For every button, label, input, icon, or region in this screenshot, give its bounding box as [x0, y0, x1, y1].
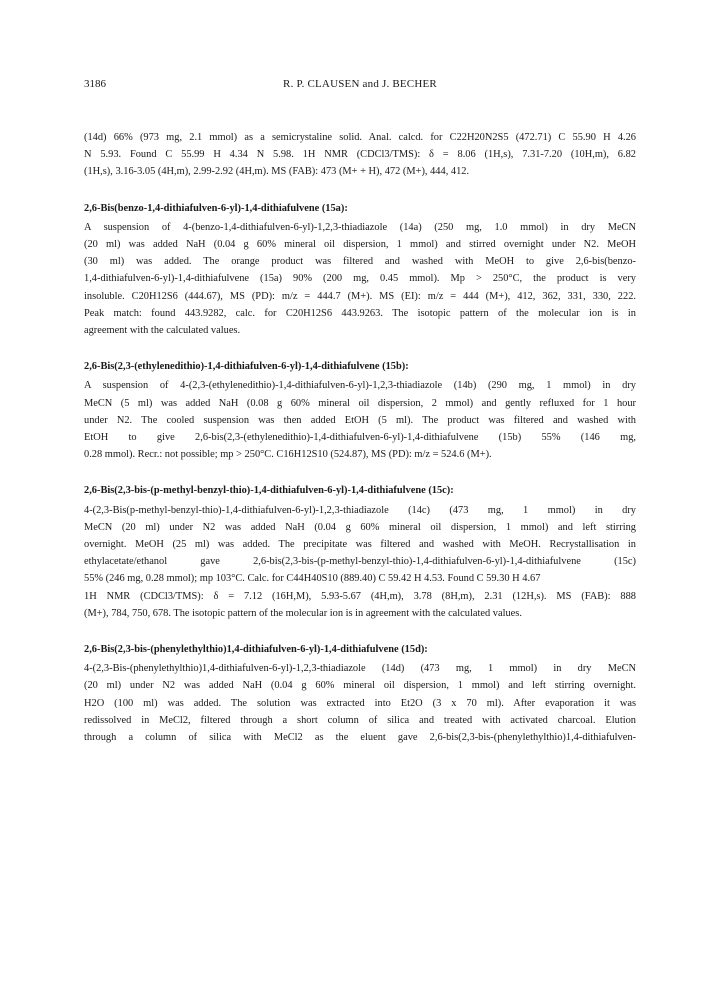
- text-line: 4-(2,3-Bis-(phenylethylthio)1,4-dithiafulven-6-yl)-1,2,3-thiadiazole (14d) (473 mg, 1 mmol) in dry MeCN: [84, 663, 636, 675]
- section-title: 2,6-Bis(2,3-bis-(phenylethylthio)1,4-dithiafulven-6-yl)-1,4-dithiafulvene (15d):: [84, 644, 428, 656]
- text-line: 1,4-dithiafulven-6-yl)-1,4-dithiafulvene (15a) 90% (200 mg, 0.45 mmol). Mp > 250°C, the product is very: [84, 273, 636, 285]
- text-line: agreement with the calculated values.: [84, 325, 241, 337]
- intro-paragraph: [84, 129, 636, 181]
- text-line: 0.28 mmol). Recr.: not possible; mp > 250°C. C16H12S10 (524.87), MS (PD): m/z = 524.6 (M+).: [84, 449, 492, 461]
- text-line: (20 ml) was added NaH (0.04 g 60% mineral oil dispersion, 1 mmol) and stirred overnight under N2. MeOH: [84, 239, 636, 251]
- text-line: (M+), 784, 750, 678. The isotopic pattern of the molecular ion is in agreement with the calculated values.: [84, 607, 522, 619]
- text-line: under N2. The cooled suspension was then added EtOH (5 ml). The product was filtered and washed with: [84, 414, 636, 426]
- text-line: A suspension of 4-(2,3-(ethylenedithio)-1,4-dithiafulven-6-yl)-1,2,3-thiadiazole (14b) (290 mg, 1 mmol) in dry: [84, 380, 636, 392]
- text-line: (30 ml) was added. The orange product was filtered and washed with MeOH to give 2,6-bis(benzo-: [84, 256, 636, 268]
- text-line: ethylacetate/ethanol gave 2,6-bis(2,3-bis-(p-methyl-benzyl-thio)-1,4-dithiafulven-6-yl)-1,4-dithiafulvene (15c): [84, 556, 636, 568]
- page-number: 3186: [84, 78, 106, 90]
- section-15d: [84, 641, 636, 746]
- text-line: 1H NMR (CDCl3/TMS): δ = 7.12 (16H,M), 5.93-5.67 (4H,m), 3.78 (8H,m), 2.31 (12H,s). MS (FAB): 888: [84, 590, 636, 602]
- text-line: 4-(2,3-Bis(p-methyl-benzyl-thio)-1,4-dithiafulven-6-yl)-1,2,3-thiadiazole (14c) (473 mg, 1 mmol) in dry: [84, 504, 636, 516]
- section-15a: [84, 200, 636, 340]
- text-line: through a column of silica with MeCl2 as the eluent gave 2,6-bis(2,3-bis-(phenylethylthio)1,4-dithiafulven-: [84, 732, 636, 744]
- section-title: 2,6-Bis(benzo-1,4-dithiafulven-6-yl)-1,4-dithiafulvene (15a):: [84, 202, 348, 214]
- text-line: Peak match: found 443.9282, calc. for C20H12S6 443.9263. The isotopic pattern of the molecular ion is in: [84, 307, 636, 319]
- text-line: redissolved in MeCl2, filtered through a short column of silica and treated with activated charcoal. Elution: [84, 714, 636, 726]
- text-line: A suspension of 4-(benzo-1,4-dithiafulven-6-yl)-1,2,3-thiadiazole (14a) (250 mg, 1.0 mmol) in dry MeCN: [84, 221, 636, 233]
- text-line: MeCN (20 ml) under N2 was added NaH (0.04 g 60% mineral oil dispersion, 1 mmol) and left stirring: [84, 521, 636, 533]
- running-head: [84, 78, 636, 94]
- text-line: (14d) 66% (973 mg, 2.1 mmol) as a semicrystaline solid. Anal. calcd. for C22H20N2S5 (472.71) C 55.90 H 4.26: [84, 132, 636, 143]
- text-line: overnight. MeOH (25 ml) was added. The precipitate was filtered and washed with MeOH. Recrystallisation in: [84, 539, 636, 551]
- text-line: (1H,s), 3.16-3.05 (4H,m), 2.99-2.92 (4H,m). MS (FAB): 473 (M+ + H), 472 (M+), 444, 412.: [84, 166, 470, 178]
- text-line: (20 ml) under N2 was added NaH (0.04 g 60% mineral oil dispersion, 1 mmol) and left stirring overnight.: [84, 680, 636, 692]
- text-line: insoluble. C20H12S6 (444.67), MS (PD): m/z = 444.7 (M+). MS (EI): m/z = 444 (M+), 412, 362, 331, 330, 222.: [84, 290, 636, 302]
- section-15b: [84, 358, 636, 463]
- text-line: MeCN (5 ml) was added NaH (0.08 g 60% mineral oil dispersion, 2 mmol) and gently refluxed for 1 hour: [84, 397, 636, 409]
- article-body: [84, 129, 636, 746]
- text-line: N 5.93. Found C 55.99 H 4.34 N 5.98. 1H NMR (CDCl3/TMS): δ = 8.06 (1H,s), 7.31-7.20 (10H,m), 6.82: [84, 149, 636, 161]
- section-title: 2,6-Bis(2,3-bis-(p-methyl-benzyl-thio)-1,4-dithiafulven-6-yl)-1,4-dithiafulvene (15c):: [84, 485, 454, 497]
- running-head-authors: R. P. CLAUSEN and J. BECHER: [283, 78, 437, 90]
- section-title: 2,6-Bis(2,3-(ethylenedithio)-1,4-dithiafulven-6-yl)-1,4-dithiafulvene (15b):: [84, 361, 409, 373]
- section-15c: [84, 482, 636, 622]
- text-line: EtOH to give 2,6-bis(2,3-(ethylenedithio)-1,4-dithiafulven-6-yl)-1,4-dithiafulvene (15b) 55% (146 mg,: [84, 432, 636, 444]
- text-line: 55% (246 mg, 0.28 mmol); mp 103°C. Calc. for C44H40S10 (889.40) C 59.42 H 4.53. Found C 59.30 H 4.67: [84, 573, 541, 585]
- text-line: H2O (100 ml) was added. The solution was extracted into Et2O (3 x 70 ml). After evaporation it was: [84, 697, 636, 709]
